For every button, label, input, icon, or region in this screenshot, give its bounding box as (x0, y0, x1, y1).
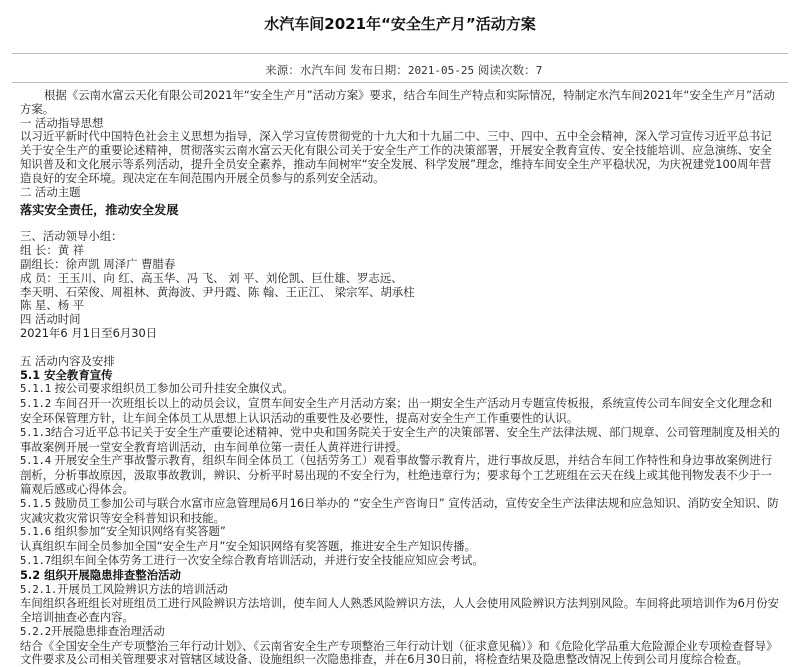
section-5-heading: 五 活动内容及安排 (20, 353, 115, 368)
deputy-leaders: 副组长：徐声凯 周泽广 曹腊春 (20, 256, 176, 271)
section-4-heading: 四 活动时间 (20, 312, 81, 327)
item-text: 鼓励员工参加公司与联合水富市应急管理局6月16日举办的 “安全生产咨询日” 宣传活动，宣传安全生产法律法规和应急知识、消防安全知识、防灾减灾救灾常识等安全科普知识和技能。 (20, 495, 779, 525)
item-5-1-1 (20, 382, 780, 397)
section-2-heading: 二 活动主题 (20, 184, 81, 199)
section-3-heading: 三、活动领导小组： (20, 229, 123, 244)
members-line-3: 陈 星、杨 平 (20, 298, 85, 313)
item-number: 5.1.7 (20, 554, 51, 567)
item-text: 车间召开一次班组长以上的动员会议，宣贯车间安全生产月活动方案；出一期安全生产活动月专题宣传板报，系统宣传公司车间安全文化理念和安全环保管理方针，让车间全体员工从思想上认识活动的重要性及必要性，提高对安全生产工作重要性的认识。 (20, 396, 773, 425)
item-number: 5.1.3 (20, 426, 51, 439)
item-5-1-6 (20, 525, 780, 540)
date-label: 发布日期： (349, 63, 408, 77)
item-5-1-2 (20, 397, 780, 426)
article-meta (265, 64, 542, 78)
item-text: 按公司要求组织员工参加公司升挂安全旗仪式。 (54, 381, 294, 396)
title-divider (12, 53, 788, 54)
item-text: 组织参加“安全知识网络有奖答题” (54, 524, 226, 539)
item-5-1-6-detail: 认真组织车间全员参加全国“安全生产月”安全知识网络有奖答题，推进安全生产知识传播。 (20, 539, 477, 554)
item-number: 5.2.2 (20, 625, 51, 638)
item-number: 5.1.6 (20, 526, 51, 539)
view-count: 7 (535, 64, 543, 77)
subsection-5-1-heading: 5.1 安全教育宣传 (20, 367, 113, 382)
item-text: 组织车间全体劳务工进行一次安全综合教育培训活动，并进行安全技能应知应会考试。 (50, 552, 484, 567)
activity-time: 2021年6 月1日至6月30日 (20, 325, 158, 340)
item-5-1-5 (20, 497, 780, 526)
item-5-2-1-detail: 车间组织各班组长对班组员工进行风险辨识方法培训，使车间人人熟悉风险辨识方法，人人会使用风险辨识方法判别风险。车间将此项培训作为6月份安全培训抽查必查内容。 (20, 596, 780, 625)
publish-date: 2021-05-25 (407, 64, 475, 77)
item-text: 开展安全生产事故警示教育，组织车间全体员工（包括劳务工）观看事故警示教育片，进行事故反思，并结合车间工作特性和身边事故案例进行剖析，分析事故原因，汲取事故教训，辨识、分析平时易出现的不安全行为，杜绝违章行为；要求每个工艺班组在云天在线上或其他刊物发表不少于一篇观后感或心得体会。 (20, 453, 773, 496)
item-5-2-1 (20, 583, 780, 598)
item-5-1-4 (20, 454, 780, 496)
item-text: 结合习近平总书记关于安全生产重要论述精神、党中央和国务院关于安全生产的决策部署、安全生产法律法规、部门规章、公司管理制度及相关的事故案例开展一堂安全教育培训活动，由车间单位第一责任人黄祥进行讲授。 (20, 424, 780, 454)
item-5-2-2 (20, 625, 780, 640)
item-number: 5.2.1. (20, 583, 58, 596)
article-title: 水汽车间2021年“安全生产月”活动方案 (264, 15, 536, 33)
item-number: 5.1.4 (20, 455, 51, 468)
subsection-5-2-heading: 5.2 组织开展隐患排查整治活动 (20, 567, 181, 582)
source-label: 来源：水汽车间 (265, 63, 347, 77)
members-line-1: 成 员：王玉川、向 红、高玉华、冯 飞、 刘 平、刘伦凯、巨仕雄、罗志远、 (20, 270, 403, 285)
item-number: 5.1.5 (20, 497, 51, 510)
meta-divider (12, 82, 788, 83)
item-5-1-7 (20, 554, 780, 569)
item-text: 开展隐患排查治理活动 (50, 623, 165, 638)
item-5-1-3 (20, 426, 780, 455)
section-1-text: 以习近平新时代中国特色社会主义思想为指导，深入学习宣传贯彻党的十九大和十九届二中、三中、四中、五中全会精神，深入学习宣传习近平总书记关于安全生产的重要论述精神，贯彻落实云南水富云天化有限公司关于安全生产工作的决策部署，开展安全教育宣传、安全技能培训、应急演练、安全知识普及和文化展示等系列活动，提升全员安全素养，推动车间树牢“安全发展、科学发展”理念，维持车间安全生产平稳状况，为庆祝建党100周年营造良好的安全环境。现决定在车间范围内开展全员参与的系列安全活动。 (20, 129, 772, 185)
views-label: 阅读次数： (477, 63, 536, 77)
item-number: 5.1.1 (20, 383, 51, 396)
article-body (20, 89, 780, 667)
members-line-2: 李天明、石荣俊、周祖林、黄海波、尹丹霞、陈 翰、王正江、 梁宗军、胡承柱 (20, 284, 415, 299)
item-text: 开展员工风险辨识方法的培训活动 (57, 581, 228, 596)
intro-paragraph: 根据《云南水富云天化有限公司2021年“安全生产月”活动方案》要求，结合车间生产特点和实际情况，特制定水汽车间2021年“安全生产月”活动方案。 (20, 88, 775, 116)
item-number: 5.1.2 (20, 398, 51, 411)
group-leader: 组 长：黄 祥 (20, 243, 85, 258)
item-5-2-2-detail: 结合《全国安全生产专项整治三年行动计划》、《云南省安全生产专项整治三年行动计划（征求意见稿）》和《危险化学品重大危险源企业专项检查督导》文件要求及公司相关管理要求对管辖区域设备、设施组织一次隐患排查，并在6月30日前，将检查结果及隐患整改情况上传到公司月度综合检查。 (20, 638, 778, 667)
section-1-heading: 一 活动指导思想 (20, 115, 104, 130)
activity-theme: 落实安全责任，推动安全发展 (20, 203, 179, 218)
